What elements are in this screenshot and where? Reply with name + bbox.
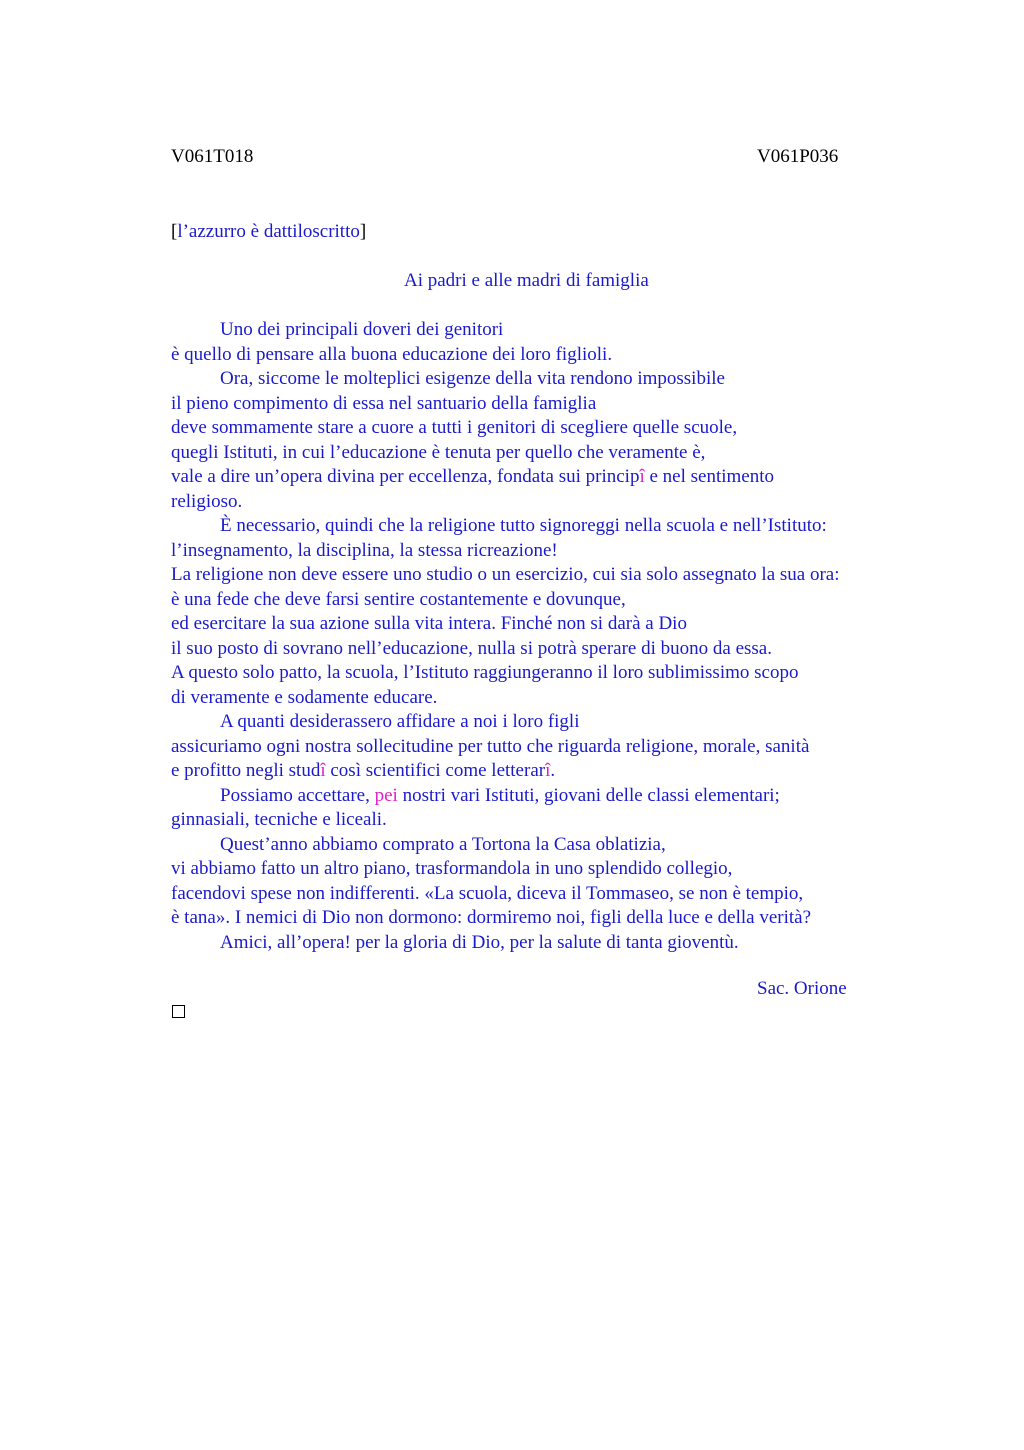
typed-text: È necessario, quindi che la religione tutto signoreggi nella scuola e nell’Istituto:	[220, 515, 827, 536]
body-line	[171, 563, 840, 587]
typed-text: e nel sentimento	[644, 466, 775, 487]
typed-text: Possiamo accettare,	[220, 784, 375, 806]
doc-code-right: V061P036	[757, 146, 839, 167]
typed-text: vale a dire un’opera divina per eccellenza, fondata sui princip	[171, 466, 640, 487]
body-line	[171, 661, 798, 685]
body-line	[171, 857, 732, 881]
typed-text: Quest’anno abbiamo comprato a Tortona la Casa oblatizia,	[220, 833, 666, 855]
signature: Sac. Orione	[757, 978, 847, 999]
typed-text: ed esercitare la sua azione sulla vita intera. Finché non si darà a Dio	[171, 613, 687, 634]
note-open-bracket: [	[171, 221, 178, 242]
typed-text: facendovi spese non indifferenti. «La scuola, diceva il Tommaseo, se non è tempio,	[171, 882, 804, 904]
typed-text: di veramente e sodamente educare.	[171, 686, 438, 708]
body-line	[220, 318, 503, 342]
body-line	[171, 416, 737, 440]
typed-text: così scientifici come letterar	[325, 760, 546, 781]
typed-text: Ora, siccome le molteplici esigenze della vita rendono impossibile	[220, 368, 725, 389]
typed-text: deve sommamente stare a cuore a tutti i genitori di scegliere quelle scuole,	[171, 417, 738, 438]
typed-text: il pieno compimento di essa nel santuario della famiglia	[171, 392, 597, 414]
typed-text: religioso.	[171, 490, 243, 512]
typed-text: Amici, all’opera! per la gloria di Dio, per la salute di tanta gioventù.	[220, 931, 739, 953]
correction-text: pei	[374, 784, 398, 806]
correction-text: î	[639, 466, 645, 487]
letter-title: Ai padri e alle madri di famiglia	[404, 270, 649, 291]
body-line	[171, 735, 809, 759]
typed-text: nostri vari Istituti, giovani delle classi elementari;	[397, 784, 780, 806]
typed-text: La religione non deve essere uno studio o un esercizio, cui sia solo assegnato la sua ora:	[171, 564, 840, 585]
body-line	[171, 588, 626, 612]
typed-text: A questo solo patto, la scuola, l’Istituto raggiungeranno il loro sublimissimo scopo	[171, 662, 799, 683]
body-line	[171, 686, 437, 710]
body-line	[220, 514, 827, 538]
body-line	[171, 441, 705, 465]
typed-text: è tana». I nemici di Dio non dormono: dormiremo noi, figli della luce e della verità?	[171, 907, 811, 928]
body-line	[220, 710, 580, 734]
typed-text: assicuriamo ogni nostra sollecitudine per tutto che riguarda religione, morale, sanità	[171, 735, 810, 757]
body-line	[171, 637, 772, 661]
typed-text: il suo posto di sovrano nell’educazione, nulla si potrà sperare di buono da essa.	[171, 637, 772, 659]
note-close-bracket: ]	[359, 221, 367, 242]
checkbox-icon	[172, 1005, 185, 1018]
typed-text: Uno dei principali doveri dei genitori	[220, 319, 504, 340]
body-line	[171, 490, 242, 514]
body-line	[171, 808, 387, 832]
typed-text: A quanti desiderassero affidare a noi i loro figli	[220, 711, 580, 732]
body-line	[171, 906, 811, 930]
body-line	[171, 882, 803, 906]
typed-text: e profitto negli stud	[171, 760, 321, 781]
correction-text: î	[320, 760, 326, 781]
body-line	[220, 931, 739, 955]
body-line	[171, 465, 774, 489]
typed-text: .	[550, 760, 556, 781]
typed-text: è quello di pensare alla buona educazione dei loro figlioli.	[171, 343, 613, 365]
body-line	[171, 759, 555, 783]
note-text: l’azzurro è dattiloscritto	[177, 221, 360, 242]
typed-text: l’insegnamento, la disciplina, la stessa ricreazione!	[171, 539, 558, 561]
correction-text: î	[545, 760, 551, 781]
typed-text: ginnasiali, tecniche e liceali.	[171, 809, 387, 830]
editorial-note	[171, 221, 366, 243]
body-line	[220, 833, 666, 857]
typed-text: è una fede che deve farsi sentire costantemente e dovunque,	[171, 588, 626, 610]
body-line	[171, 612, 687, 636]
body-line	[171, 392, 596, 416]
body-line	[220, 367, 725, 391]
body-line	[220, 784, 780, 808]
body-line	[171, 539, 558, 563]
typed-text: vi abbiamo fatto un altro piano, trasformandola in uno splendido collegio,	[171, 858, 733, 879]
body-line	[171, 343, 612, 367]
typed-text: quegli Istituti, in cui l’educazione è tenuta per quello che veramente è,	[171, 441, 706, 463]
doc-code-left: V061T018	[171, 146, 254, 167]
